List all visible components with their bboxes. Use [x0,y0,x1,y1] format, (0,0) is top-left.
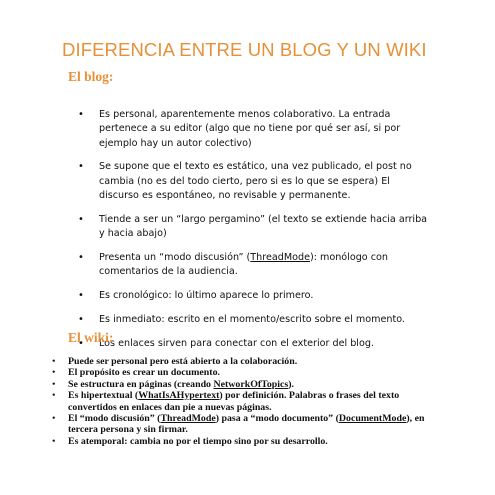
list-item-text: Tiende a ser un “largo pergamino” (el texto se extiende hacia arriba y hacia abajo) [99,213,428,240]
list-item-text: El “modo discusión” ( [68,413,161,425]
wiki-term-link[interactable]: ThreadMode [160,413,216,425]
list-item-text: ) pasa a “modo documento” ( [215,413,339,425]
list-item-text: Los enlaces sirven para conectar con el exterior del blog. [99,337,374,349]
list-item-text: ). [288,378,295,390]
list-item-text: Se supone que el texto es estático, una vez publicado, el post no cambia (no es del todo cierto, pero si es lo que se espera) El discurso es espontáneo, no revisable y permanente. [99,161,412,201]
list-item-text: Puede ser personal pero está abierto a la colaboración. [68,356,298,367]
wiki-bullet-list [52,356,432,447]
list-item-text: Se estructura en páginas (creando [68,378,214,390]
list-item-text: ): monólogo con comentarios de la audiencia. [99,251,388,278]
wiki-list-item [52,379,432,390]
list-item-text: El propósito es crear un documento. [68,367,220,379]
wiki-list-item [52,390,432,413]
wiki-list-item [52,356,432,367]
wiki-term-link[interactable]: DocumentMode [338,413,407,425]
wiki-list-item [52,413,432,436]
blog-list-item [78,289,428,303]
wiki-term-link[interactable]: ThreadMode [250,251,310,263]
list-item-text: Es inmediato: escrito en el momento/escrito sobre el momento. [99,313,405,325]
list-item-text: Presenta un “modo discusión” ( [99,251,251,263]
list-item-text: Es cronológico: lo último aparece lo primero. [99,289,314,301]
blog-list-item [78,337,428,351]
blog-list-item [78,213,428,242]
wiki-term-link[interactable]: WhatIsAHypertext [138,390,220,402]
blog-bullet-list [78,108,428,360]
list-item-text: Es atemporal: cambia no por el tiempo sino por su desarrollo. [68,435,328,447]
wiki-term-link[interactable]: NetworkOfTopics [213,378,289,390]
wiki-list-item [52,436,432,447]
list-item-text: ), en tercera persona y sin firmar. [68,413,425,436]
blog-list-item [78,251,428,280]
blog-list-item [78,160,428,203]
list-item-text: Es personal, aparentemente menos colaborativo. La entrada pertenece a su editor (algo que no tiene por qué ser así, si por ejemplo hay un autor colectivo) [99,109,401,149]
list-item-text: Es hipertextual ( [68,390,139,402]
document-title: DIFERENCIA ENTRE UN BLOG Y UN WIKI [62,39,427,60]
list-item-text: ) por definición. Palabras o frases del texto convertidos en enlaces dan pie a nuevas páginas. [68,390,400,413]
blog-list-item [78,313,428,327]
wiki-list-item [52,367,432,378]
blog-section-heading: El blog: [68,69,114,84]
blog-list-item [78,108,428,151]
wiki-section-heading: El wiki: [68,330,114,345]
